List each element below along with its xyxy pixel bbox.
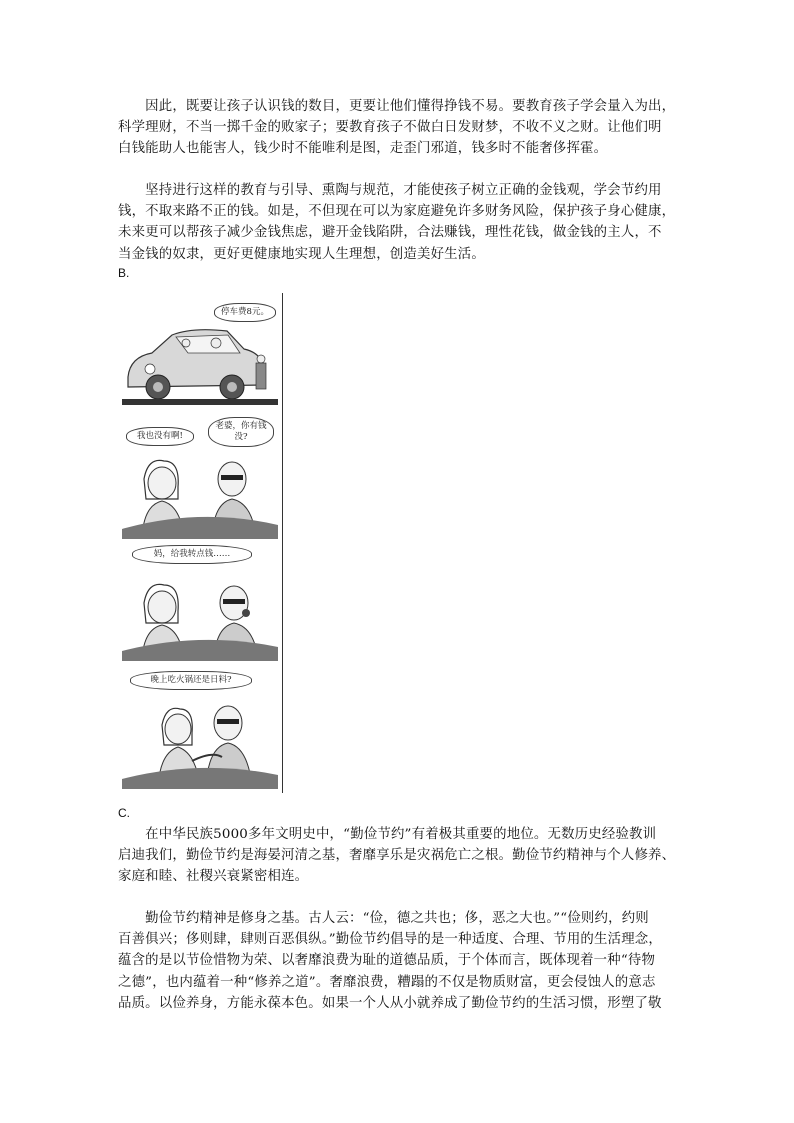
text-line: 因此，既要让孩子认识钱的数目，更要让他们懂得挣钱不易。要教育孩子学会量入为出， (118, 99, 676, 114)
comic-panel-2 (122, 417, 278, 539)
option-label-b: B. (118, 266, 130, 280)
speech-bubble: 晚上吃火锅还是日料? (130, 671, 252, 690)
text-line: 品质。以俭养身，方能永葆本色。如果一个人从小就养成了勤俭节约的生活习惯，形塑了敬 (118, 995, 662, 1011)
text-line: 白钱能助人也能害人，钱少时不能唯利是图，走歪门邪道，钱多时不能奢侈挥霍。 (118, 141, 608, 157)
text-line: 在中华民族5000多年文明史中，“勤俭节约”有着极其重要的地位。无数历史经验教训 (118, 827, 657, 842)
text-line: 之德”，也内蕴着一种“修养之道”。奢靡浪费，糟蹋的不仅是物质财富，更会侵蚀人的意志 (118, 974, 656, 990)
speech-bubble: 停车费8元。 (214, 303, 276, 322)
comic-panel-3 (122, 541, 278, 661)
text-line: 科学理财，不当一掷千金的败家子；要教育孩子不做白日发财梦，不收不义之财。让他们明 (118, 120, 662, 136)
paragraph-3 (118, 824, 686, 888)
speech-bubble: 妈，给我转点钱…… (132, 545, 252, 564)
text-line: 蕴含的是以节俭惜物为荣、以奢靡浪费为耻的道德品质，于个体而言，既体现着一种“待物 (118, 953, 656, 969)
comic-panel-1 (122, 297, 278, 415)
text-line: 当金钱的奴隶，更好更健康地实现人生理想，创造美好生活。 (118, 246, 485, 262)
option-label-c: C. (118, 806, 130, 820)
text-line: 启迪我们，勤俭节约是海晏河清之基，奢靡享乐是灾祸危亡之根。勤俭节约精神与个人修养、 (118, 848, 676, 864)
speech-bubble: 我也没有啊! (126, 427, 194, 446)
text-line: 未来更可以帮孩子减少金钱焦虑，避开金钱陷阱，合法赚钱，理性花钱，做金钱的主人，不 (118, 225, 662, 241)
comic-strip (118, 293, 283, 793)
text-line: 钱，不取来路不正的钱。如是，不但现在可以为家庭避免许多财务风险，保护孩子身心健康， (118, 204, 676, 220)
text-line: 百善俱兴；侈则肆，肆则百恶俱纵。”勤俭节约倡导的是一种适度、合理、节用的生活理念， (118, 932, 662, 948)
comic-panel-4 (122, 665, 278, 789)
text-line: 坚持进行这样的教育与引导、熏陶与规范，才能使孩子树立正确的金钱观，学会节约用 (118, 183, 662, 198)
speech-bubble: 老婆，你有钱没? (208, 417, 274, 447)
paragraph-4 (118, 908, 686, 1014)
text-line: 勤俭节约精神是修身之基。古人云：“俭，德之共也；侈，恶之大也。”“俭则约，约则 (118, 911, 649, 926)
paragraph-1 (118, 96, 686, 160)
paragraph-2 (118, 180, 686, 265)
text-line: 家庭和睦、社稷兴衰紧密相连。 (118, 869, 309, 885)
